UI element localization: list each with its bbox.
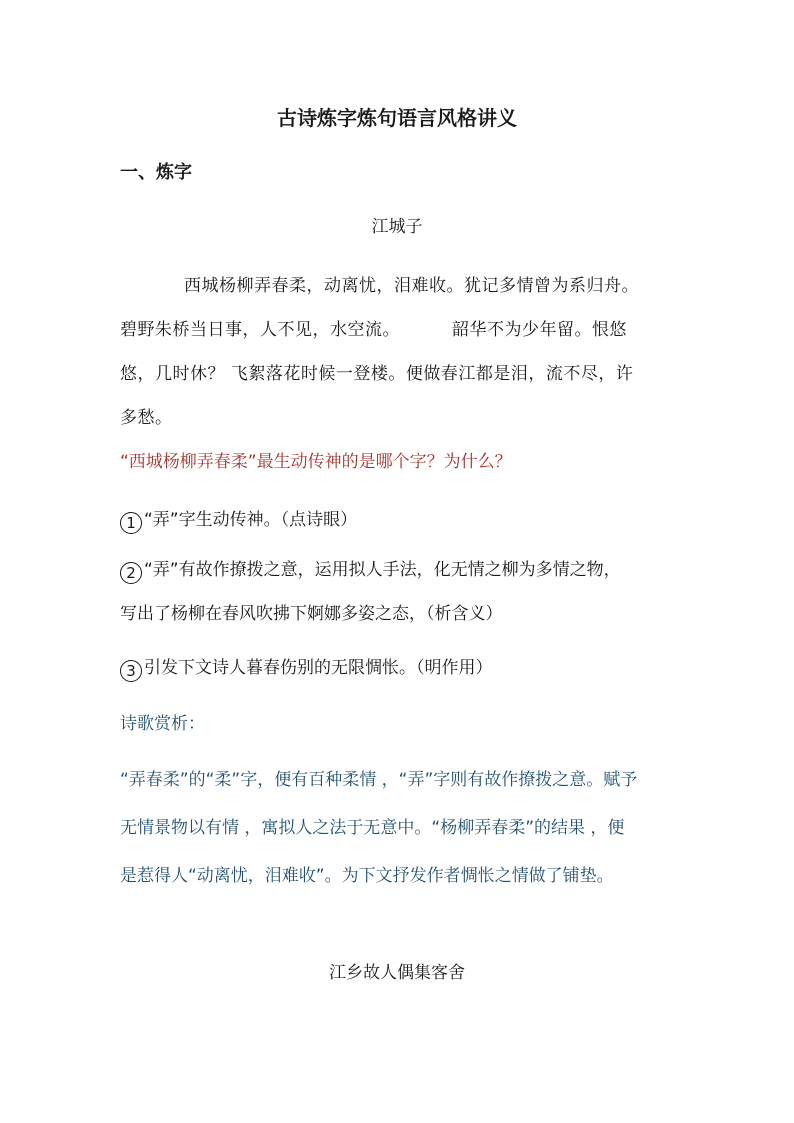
answer-item xyxy=(120,646,680,690)
poem-text xyxy=(120,264,676,440)
circled-number: 2 xyxy=(120,562,142,584)
answer-line xyxy=(120,498,680,542)
answer-text: 引发下文诗人暮春伤别的无限惆怅。（明作用） xyxy=(144,658,493,678)
poem-title: 江城子 xyxy=(371,217,423,237)
circled-number: 1 xyxy=(120,512,142,534)
appreciation-text xyxy=(120,756,680,900)
poem-line xyxy=(120,308,676,352)
answer-text: “弄”字生动传神。（点诗眼） xyxy=(144,510,358,530)
section-heading: 一、炼字 xyxy=(120,162,192,183)
poem-line: 悠，几时休？ 飞絮落花时候一登楼。便做春江都是泪，流不尽，许 xyxy=(120,364,634,384)
appreciation-line: 无情景物以有情 ，寓拟人之法于无意中。“杨柳弄春柔”的结果 ，便 xyxy=(120,818,625,838)
appreciation-line: “弄春柔”的“柔”字，便有百种柔情 ，“弄”字则有故作撩拨之意。赋予 xyxy=(120,770,638,790)
answer-item xyxy=(120,548,680,636)
poem-line-part: 韶华不为少年留。恨悠 xyxy=(452,320,627,340)
appreciation-label: 诗歌赏析： xyxy=(120,714,205,734)
appreciation-line: 是惹得人“动离忧，泪难收”。为下文抒发作者惆怅之情做了铺垫。 xyxy=(120,866,614,886)
question-text: “西城杨柳弄春柔”最生动传神的是哪个字？为什么？ xyxy=(120,452,512,472)
answer-item xyxy=(120,498,680,542)
document-title: 古诗炼字炼句语言风格讲义 xyxy=(277,106,517,130)
poem-line-part: 碧野朱桥当日事，人不见，水空流。 xyxy=(120,320,400,340)
poem-line: 西城杨柳弄春柔，动离忧，泪难收。犹记多情曾为系归舟。 xyxy=(184,276,639,296)
answer-line: 写出了杨柳在春风吹拂下婀娜多姿之态，（析含义） xyxy=(120,604,503,624)
circled-number: 3 xyxy=(120,660,142,682)
poem-title: 江乡故人偶集客舍 xyxy=(329,963,465,983)
answer-line xyxy=(120,646,680,690)
answer-line xyxy=(120,548,680,592)
answer-text: “弄”有故作撩拨之意，运用拟人手法，化无情之柳为多情之物， xyxy=(144,560,621,580)
poem-line: 多愁。 xyxy=(120,408,173,428)
